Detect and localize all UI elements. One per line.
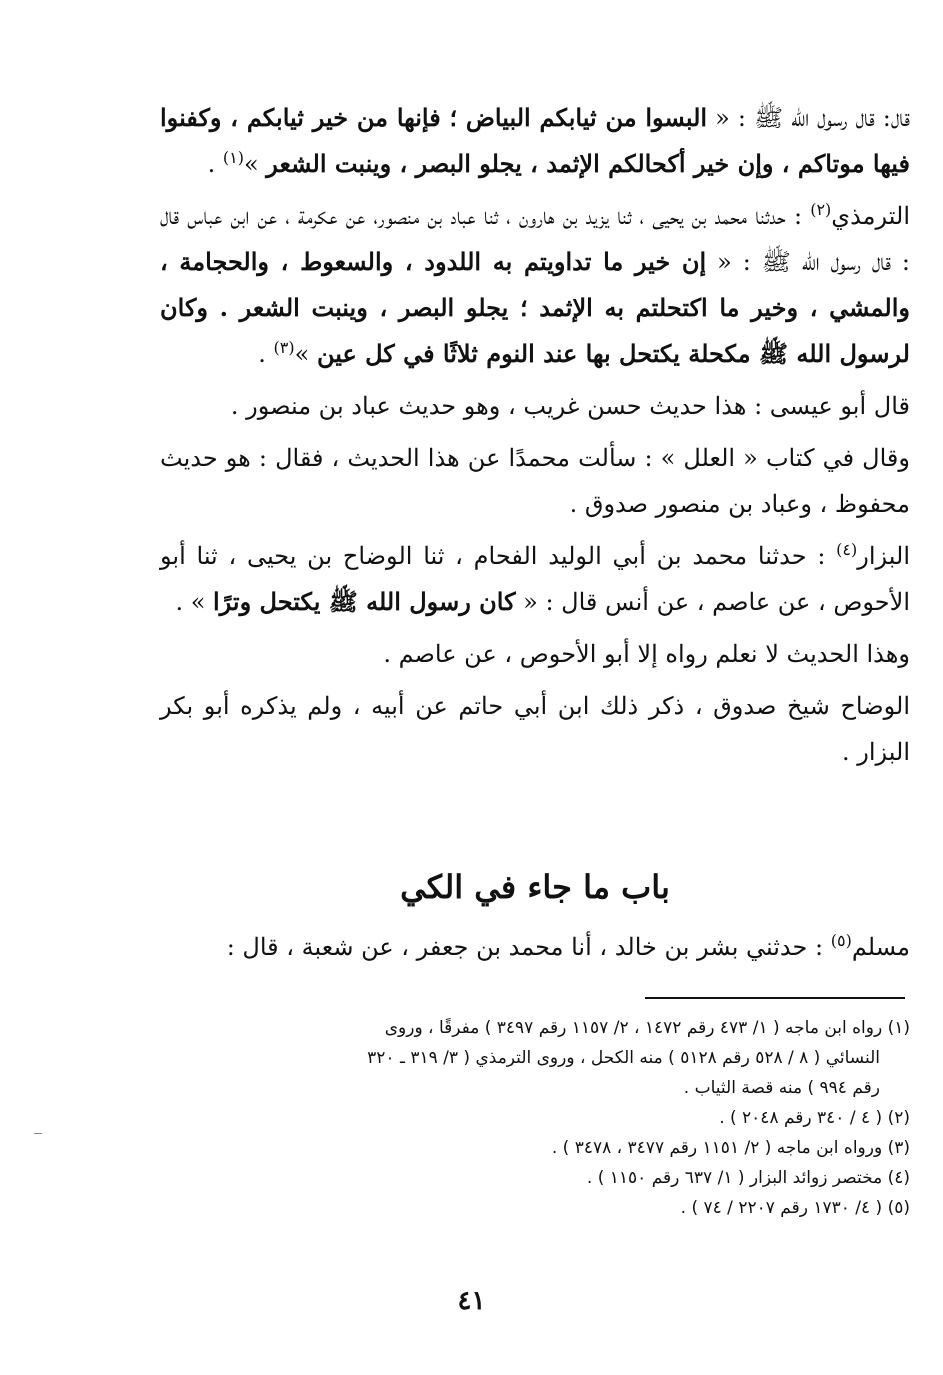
text: قال: قال رسول الله ﷺ : « (707, 104, 910, 132)
footnote-1-cont: النسائي ( ٨ / ٥٢٨ رقم ٥١٢٨ ) منه الكحل ، وروى الترمذي ( ٣/ ٣١٩ ـ ٣٢٠ (367, 1048, 880, 1068)
footnote-5: (٥) ( ٤/ ١٧٣٠ رقم ٢٢٠٧ / ٧٤ ) . (680, 1198, 910, 1218)
footnote-3: (٣) ورواه ابن ماجه ( ٢/ ١١٥١ رقم ٣٤٧٧ ، ٣٤٧٨ ) . (551, 1138, 910, 1158)
author-name: البزار (857, 542, 910, 570)
text: » (294, 340, 317, 368)
hadith-text: إن خير ما تداويتم به اللدود ، والسعوط ، والحجامة ، والمشي ، وخير ما اكتحلتم به الإثمد ؛ يجلو البصر ، وينبت الشعر . وكان لرسول الله ﷺ مكحلة يكتحل بها عند النوم ثلاثًا في كل عين (160, 247, 910, 368)
paragraph-7: الوضاح شيخ صدوق ، ذكر ذلك ابن أبي حاتم عن أبيه ، ولم يذكره أبو بكر البزار . (160, 692, 910, 766)
paragraph-2 (160, 193, 910, 377)
footnote-ref: (٥) (830, 931, 852, 950)
author-name: الترمذي (831, 202, 910, 230)
text: : حدثنا محمد بن أبي الوليد الفحام ، ثنا الوضاح بن يحيى ، ثنا أبو الأحوص ، عن عاصم ، عن أنس قال : « (160, 542, 910, 616)
footnote-4: (٤) مختصر زوائد البزار ( ١/ ٦٣٧ رقم ١١٥٠ ) . (586, 1168, 910, 1188)
paragraph-1 (160, 95, 910, 187)
paragraph-4: وقال في كتاب « العلل » : سألت محمدًا عن هذا الحديث ، فقال : هو حديث محفوظ ، وعباد بن منصور صدوق . (160, 444, 910, 518)
page-number: ٤١ (457, 1286, 486, 1316)
author-name: مسلم (851, 933, 910, 961)
text: . (258, 340, 274, 368)
footnote-ref: (٢) (810, 200, 832, 219)
footnote-divider (645, 997, 905, 999)
footnote-1: (١) رواه ابن ماجه ( ١/ ٤٧٣ رقم ١٤٧٢ ، ٢/ ١١٥٧ رقم ٣٤٩٧ ) مفرقًا ، وروى (384, 1018, 910, 1038)
text: . (207, 150, 223, 178)
paragraph-3: قال أبو عيسى : هذا حديث حسن غريب ، وهو حديث عباد بن منصور . (230, 392, 910, 420)
footnotes (160, 1013, 910, 1223)
hadith-text: كان رسول الله ﷺ يكتحل وترًا (213, 587, 516, 616)
footnote-2: (٢) ( ٤ / ٣٤٠ رقم ٢٠٤٨ ) . (719, 1108, 910, 1128)
text: : حدثني بشر بن خالد ، أنا محمد بن جعفر ، عن شعبة ، قال : (226, 933, 831, 961)
footnote-ref: (٤) (836, 540, 858, 559)
footnote-1-cont: رقم ٩٩٤ ) منه قصة الثياب . (683, 1078, 880, 1098)
footnote-ref: (٣) (273, 338, 295, 357)
chapter-heading: باب ما جاء في الكي (400, 868, 670, 906)
main-text (160, 95, 910, 781)
footnote-ref: (١) (222, 148, 244, 167)
paragraph-6: وهذا الحديث لا نعلم رواه إلا أبو الأحوص ، عن عاصم . (383, 640, 910, 668)
text: : حدثنا محمد بن يحيى ، ثنا يزيد بن هارون ، ثنا عباد بن منصور، عن عكرمة ، عن ابن عباس قال : قال رسول الله ﷺ : « (160, 202, 911, 276)
paragraph-8 (160, 924, 910, 970)
scan-mark (34, 1133, 42, 1134)
text: » . (175, 588, 214, 616)
paragraph-5 (160, 533, 910, 625)
hadith-text: البسوا من ثيابكم البياض ؛ فإنها من خير ثيابكم ، وكفنوا فيها موتاكم ، وإن خير أكحالكم الإثمد ، يجلو البصر ، وينبت الشعر (160, 103, 910, 178)
text: » (243, 150, 267, 178)
